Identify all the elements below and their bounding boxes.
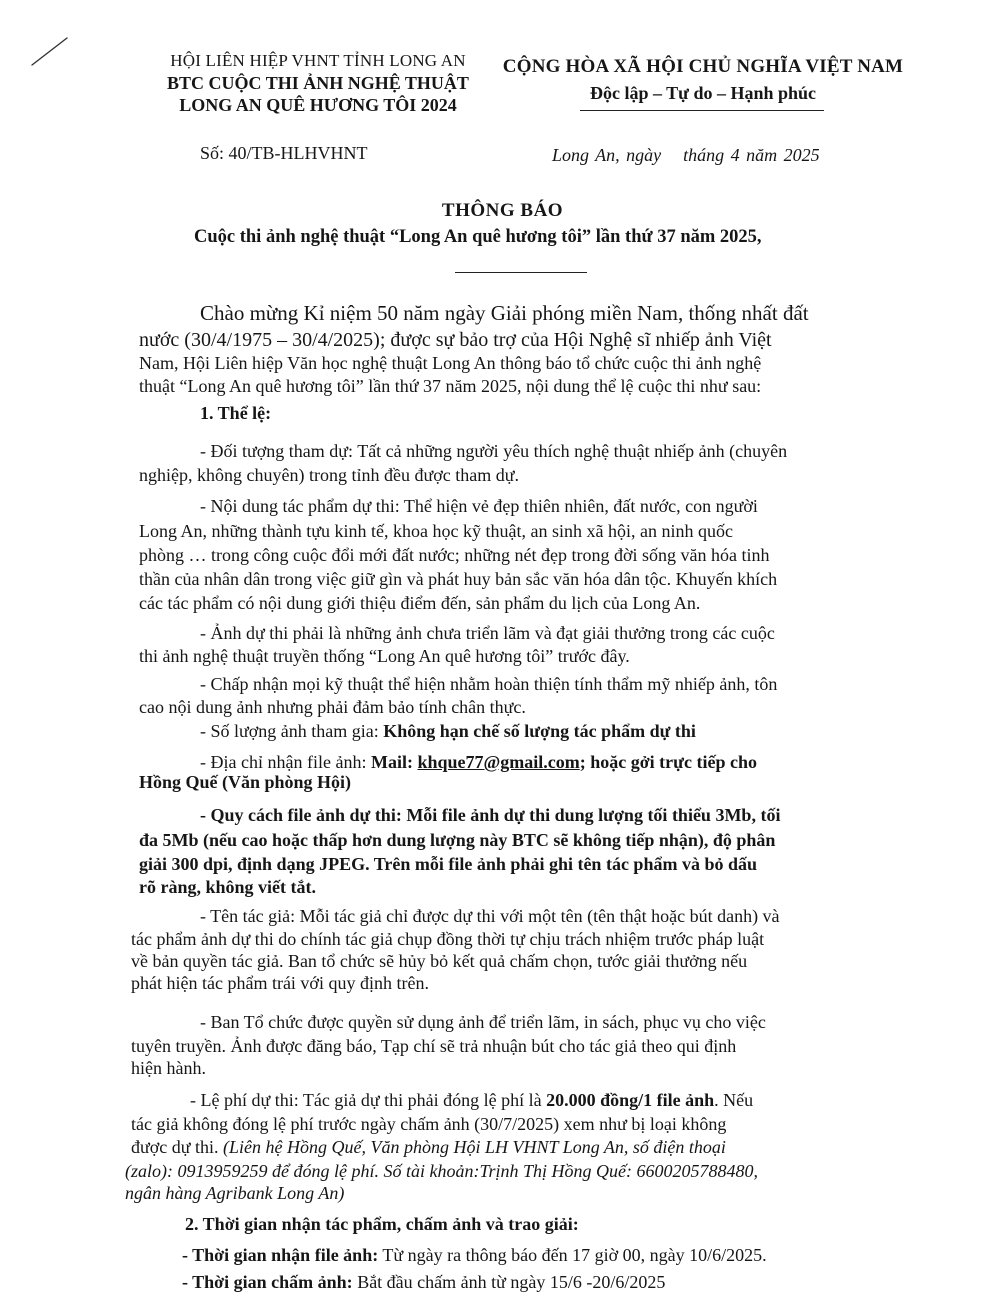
section-2-heading: 2. Thời gian nhận tác phẩm, chấm ảnh và trao giải: <box>185 1214 579 1234</box>
author-line: tác phẩm ảnh dự thi do chính tác giả chụp đồng thời tự chịu trách nhiệm trước pháp luật <box>131 929 765 949</box>
quantity-label: - Số lượng ảnh tham gia: <box>200 721 384 741</box>
unpublished-line: thi ảnh nghệ thuật truyền thống “Long An quê hương tôi” trước đây. <box>139 646 630 666</box>
issuer-header <box>118 50 518 116</box>
receive-time-value: Từ ngày ra thông báo đến 17 giờ 00, ngày 10/6/2025. <box>378 1245 767 1265</box>
fee-bank-line: ngân hàng Agribank Long An) <box>125 1183 345 1203</box>
file-spec-line: rõ ràng, không viết tắt. <box>139 877 316 897</box>
file-spec-line: - Quy cách file ảnh dự thi: Mỗi file ảnh dự thi dung lượng tối thiểu 3Mb, tối <box>200 805 781 825</box>
organizing-committee-line2: LONG AN QUÊ HƯƠNG TÔI 2024 <box>179 95 457 115</box>
section-1-heading: 1. Thể lệ: <box>200 403 272 423</box>
national-title: CỘNG HÒA XÃ HỘI CHỦ NGHĨA VIỆT NAM <box>502 56 904 77</box>
date-month-year: tháng 4 năm 2025 <box>683 145 820 165</box>
fee-line <box>190 1089 753 1111</box>
receive-time-line <box>182 1244 767 1266</box>
author-line: về bản quyền tác giả. Ban tổ chức sẽ hủy bỏ kết quả chấm chọn, tước giải thưởng nếu <box>131 951 748 971</box>
intro-line: nước (30/4/1975 – 30/4/2025); được sự bảo trợ của Hội Nghệ sĩ nhiếp ảnh Việt <box>139 329 772 351</box>
fee-tail: . Nếu <box>714 1090 754 1110</box>
pen-stroke-mark <box>30 34 70 68</box>
file-spec-line: đa 5Mb (nếu cao hoặc thấp hơn dung lượng này BTC sẽ không tiếp nhận), độ phân <box>139 830 776 850</box>
participants-line: - Đối tượng tham dự: Tất cả những người yêu thích nghệ thuật nhiếp ảnh (chuyên <box>200 441 788 461</box>
intro-line: thuật “Long An quê hương tôi” lần thứ 37 năm 2025, nội dung thể lệ cuộc thi như sau: <box>139 376 762 396</box>
judging-time-value: Bắt đầu chấm ảnh từ ngày 15/6 -20/6/2025 <box>352 1272 666 1292</box>
date-place-day: Long An, ngày <box>552 145 662 165</box>
judging-time-label: - Thời gian chấm ảnh: <box>182 1272 353 1292</box>
title-divider <box>455 272 587 273</box>
techniques-line: cao nội dung ảnh nhưng phải đảm bảo tính chân thực. <box>139 697 526 717</box>
file-spec-line: giải 300 dpi, định dạng JPEG. Trên mỗi file ảnh phải ghi tên tác phẩm và bỏ dấu <box>139 854 757 874</box>
receive-time-label: - Thời gian nhận file ảnh: <box>182 1245 379 1265</box>
judging-time-line <box>182 1271 665 1293</box>
usage-line: tuyên truyền. Ảnh được đăng báo, Tạp chí sẽ trả nhuận bút cho tác giả theo qui định <box>131 1036 737 1056</box>
content-line: Long An, những thành tựu kinh tế, khoa học kỹ thuật, an sinh xã hội, an ninh quốc <box>139 521 733 541</box>
author-line: - Tên tác giả: Mỗi tác giả chỉ được dự thi với một tên (tên thật hoặc bút danh) và <box>200 906 780 926</box>
motto-underline <box>580 110 824 111</box>
usage-line: hiện hành. <box>131 1058 206 1078</box>
national-motto: Độc lập – Tự do – Hạnh phúc <box>589 83 817 103</box>
notice-subtitle: Cuộc thi ảnh nghệ thuật “Long An quê hương tôi” lần thứ 37 năm 2025, <box>194 227 762 247</box>
fee-label: - Lệ phí dự thi: Tác giả dự thi phải đóng lệ phí là <box>190 1090 547 1110</box>
mail-label: Mail: <box>370 752 418 772</box>
author-line: phát hiện tác phẩm trái với quy định trên. <box>131 973 429 993</box>
content-line: - Nội dung tác phẩm dự thi: Thể hiện vẻ đẹp thiên nhiên, đất nước, con người <box>200 496 758 516</box>
fee-line: tác giả không đóng lệ phí trước ngày chấm ảnh (30/7/2025) xem như bị loại không <box>131 1114 727 1134</box>
fee-account-line: (zalo): 0913959259 để đóng lệ phí. Số tài khoản:Trịnh Thị Hồng Quế: 6600205788480, <box>125 1161 758 1181</box>
issuer-organization: HỘI LIÊN HIỆP VHNT TỈNH LONG AN <box>170 51 466 70</box>
address-label: - Địa chỉ nhận file ảnh: <box>200 752 371 772</box>
content-line: thần của nhân dân trong việc giữ gìn và phát huy bản sắc văn hóa dân tộc. Khuyến khích <box>139 569 778 589</box>
document-date <box>552 145 820 166</box>
fee-contact: (Liên hệ Hồng Quế, Văn phòng Hội LH VHNT Long An, số điện thoại <box>223 1137 726 1157</box>
participants-line: nghiệp, không chuyên) trong tỉnh đều được tham dự. <box>139 465 519 485</box>
techniques-line: - Chấp nhận mọi kỹ thuật thể hiện nhằm hoàn thiện tính thẩm mỹ nhiếp ảnh, tôn <box>200 674 778 694</box>
content-line: phòng … trong công cuộc đổi mới đất nước; những nét đẹp trong đời sống văn hóa tinh <box>139 545 770 565</box>
national-header <box>498 54 908 106</box>
address-rest: ; hoặc gởi trực tiếp cho <box>579 752 757 772</box>
address-line <box>200 751 757 773</box>
intro-line: Chào mừng Kỉ niệm 50 năm ngày Giải phóng miền Nam, thống nhất đất <box>200 301 809 325</box>
email-link[interactable]: khque77@gmail.com <box>417 752 580 772</box>
usage-line: - Ban Tổ chức được quyền sử dụng ảnh để triển lãm, in sách, phục vụ cho việc <box>200 1012 766 1032</box>
fee-amount: 20.000 đồng/1 file ảnh <box>546 1090 715 1110</box>
quantity-line <box>200 720 696 742</box>
address-line2: Hồng Quế (Văn phòng Hội) <box>139 772 352 792</box>
content-line: các tác phẩm có nội dung giới thiệu điểm đến, sản phẩm du lịch của Long An. <box>139 593 701 613</box>
document-number: Số: 40/TB-HLHVHNT <box>200 143 368 163</box>
organizing-committee-line1: BTC CUỘC THI ẢNH NGHỆ THUẬT <box>167 73 469 93</box>
quantity-value: Không hạn chế số lượng tác phẩm dự thi <box>383 721 696 741</box>
notice-title: THÔNG BÁO <box>441 200 564 221</box>
fee-line <box>131 1136 726 1158</box>
fee-not-allowed: được dự thi. <box>131 1137 224 1157</box>
intro-line: Nam, Hội Liên hiệp Văn học nghệ thuật Long An thông báo tổ chức cuộc thi ảnh nghệ <box>139 353 762 373</box>
unpublished-line: - Ảnh dự thi phải là những ảnh chưa triển lãm và đạt giải thưởng trong các cuộc <box>200 623 775 643</box>
